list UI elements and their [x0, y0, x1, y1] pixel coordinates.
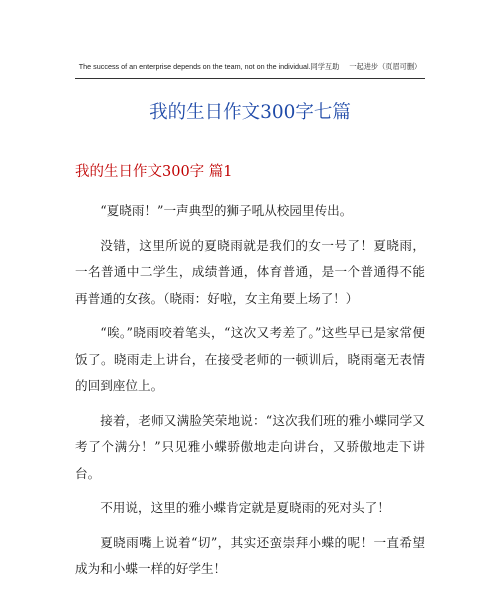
page-header: [0, 62, 500, 72]
document-title: 我的生日作文300字七篇: [149, 102, 351, 123]
section-title: 我的生日作文300字 篇1: [75, 164, 233, 180]
header-english-quote: The success of an enterprise depends on the team, not on the individual.: [78, 62, 311, 71]
header-chinese-1: 同学互助: [310, 62, 340, 71]
paragraph-5: 不用说，这里的雅小蝶肯定就是夏晓雨的死对头了！: [100, 500, 390, 515]
paragraph-3: “唉。”晓雨咬着笔头，“这次又考差了。”这些早已是家常便饭了。晓雨走上讲台，在接受老师的一顿训后，晓雨毫无表情的回到座位上。: [75, 325, 425, 393]
body-text: [75, 198, 425, 591]
paragraph-1: “夏晓雨！”一声典型的狮子吼从校园里传出。: [100, 203, 353, 218]
paragraph-6: 夏晓雨嘴上说着“切”，其实还蛮崇拜小蝶的呢！一直希望成为和小蝶一样的好学生！: [75, 534, 425, 576]
paragraph-4: 接着，老师又满脸笑荣地说：“这次我们班的雅小蝶同学又考了个满分！”只见雅小蝶骄傲地走向讲台，又骄傲地走下讲台。: [75, 412, 425, 481]
header-chinese-2: 一起进步（页眉可删）: [349, 62, 422, 71]
header-divider: [75, 78, 425, 79]
paragraph-2: 没错，这里所说的夏晓雨就是我们的女一号了！夏晓雨，一名普通中二学生，成绩普通，体育普通，是一个普通得不能再普通的女孩。（晓雨：好啦，女主角要上场了！）: [75, 237, 425, 306]
